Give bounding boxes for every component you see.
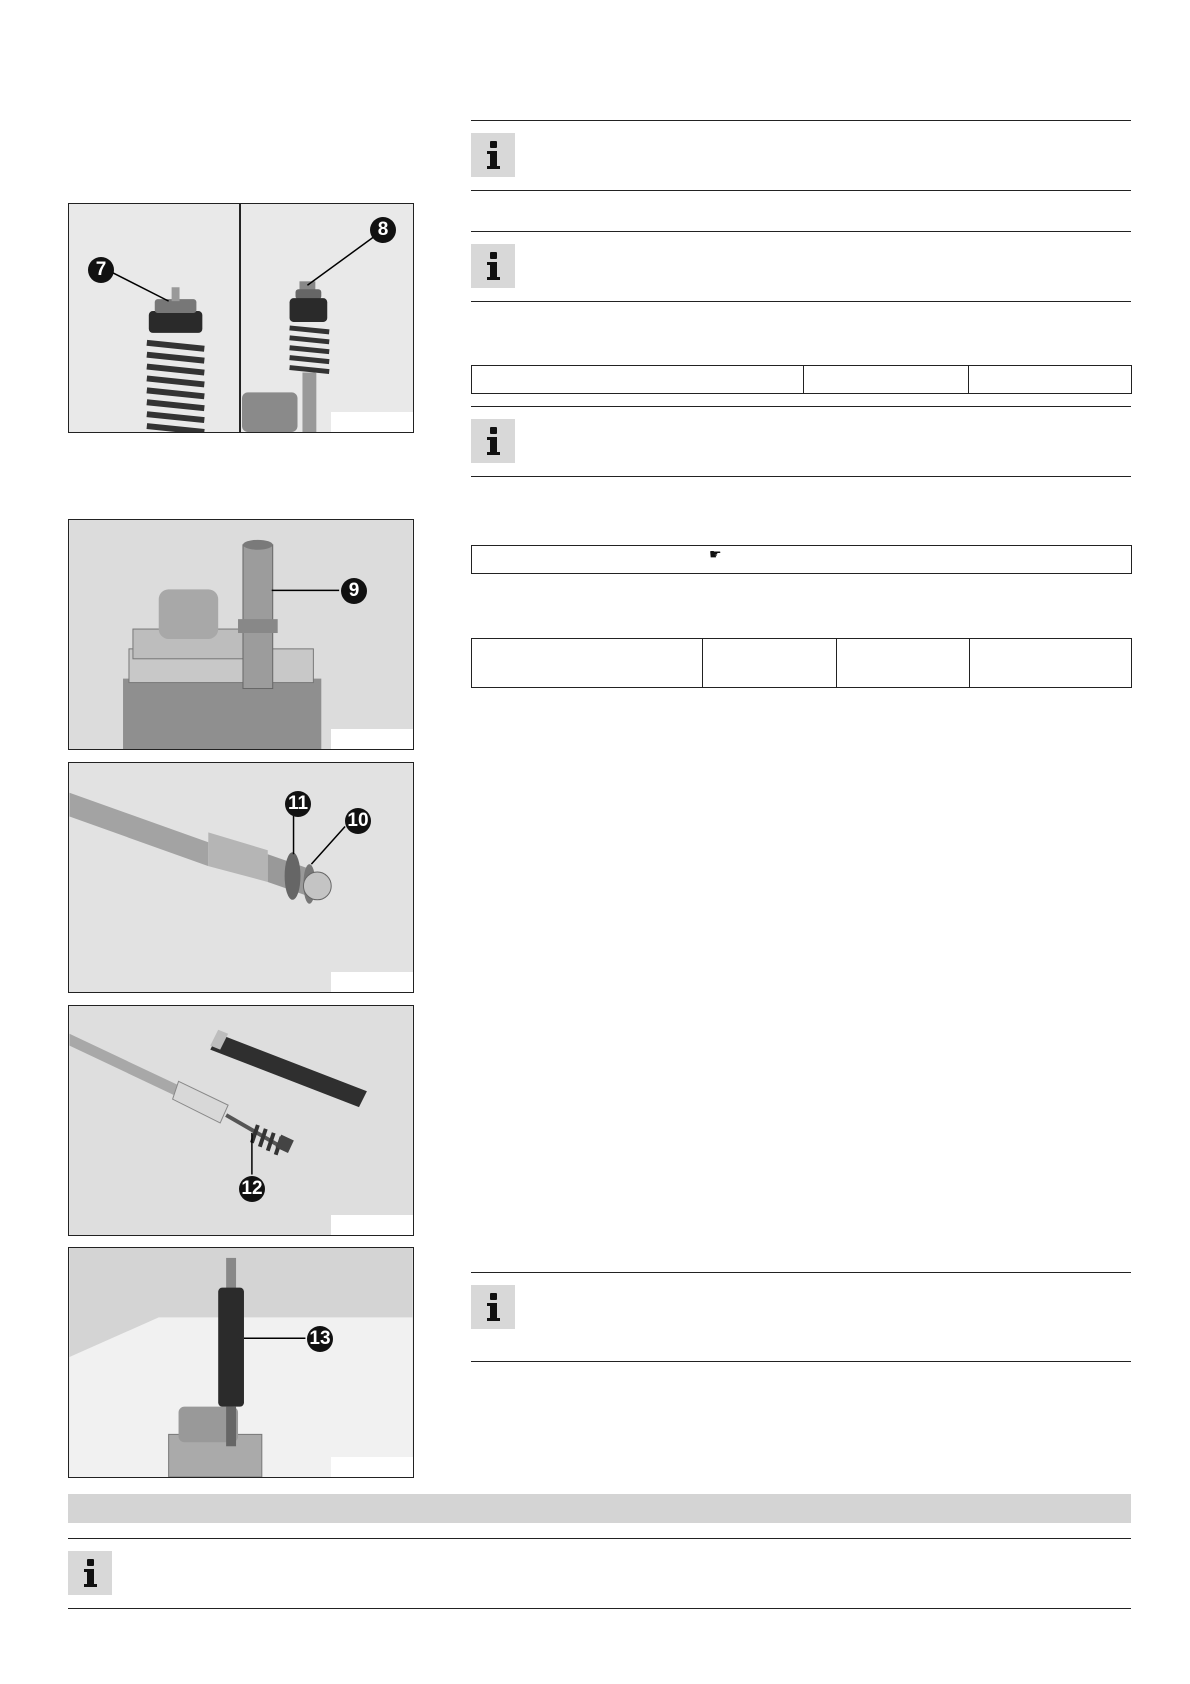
figure-tube-rings [68,762,414,993]
table-cell [703,639,837,688]
callout-13: 13 [307,1326,333,1352]
tube-vice-photo [69,520,413,749]
info-icon [471,419,515,463]
info-icon [471,244,515,288]
figure-spring-assemblies [68,203,414,433]
spec-table-3 [471,638,1132,688]
table-cell [969,366,1132,394]
rule-line [471,301,1131,302]
callout-8: 8 [370,217,396,243]
damper-rod-photo [69,1006,413,1235]
callout-7: 7 [88,257,114,283]
rule-line [471,231,1131,232]
info-icon [68,1551,112,1595]
figure-label-box [331,972,413,992]
pointing-hand-icon: ☛ [709,546,722,562]
spec-table-2 [471,545,1132,574]
callout-10: 10 [345,808,371,834]
rule-line [68,1608,1131,1609]
table-cell [804,366,969,394]
info-icon [471,133,515,177]
callout-11: 11 [285,791,311,817]
rule-line [471,190,1131,191]
table-cell [472,366,804,394]
spec-table-1 [471,365,1132,394]
figure-tool-in-vice [68,1247,414,1478]
rule-line [471,406,1131,407]
tool-vice-photo [69,1248,413,1477]
callout-12: 12 [239,1176,265,1202]
figure-label-box [331,1457,413,1477]
rule-line [68,1538,1131,1539]
figure-tube-in-vice [68,519,414,750]
figure-label-box [331,412,413,432]
rule-line [471,1361,1131,1362]
rule-line [471,120,1131,121]
figure-label-box [331,1215,413,1235]
spring-assembly-photo [69,204,413,432]
callout-9: 9 [341,578,367,604]
figure-label-box [331,729,413,749]
table-cell [472,546,1132,574]
rule-line [471,1272,1131,1273]
section-heading-bar [68,1494,1131,1523]
rule-line [471,476,1131,477]
table-cell [472,639,703,688]
table-cell [970,639,1132,688]
figure-damper-rod [68,1005,414,1236]
tube-rings-photo [69,763,413,992]
table-cell [837,639,970,688]
info-icon [471,1285,515,1329]
